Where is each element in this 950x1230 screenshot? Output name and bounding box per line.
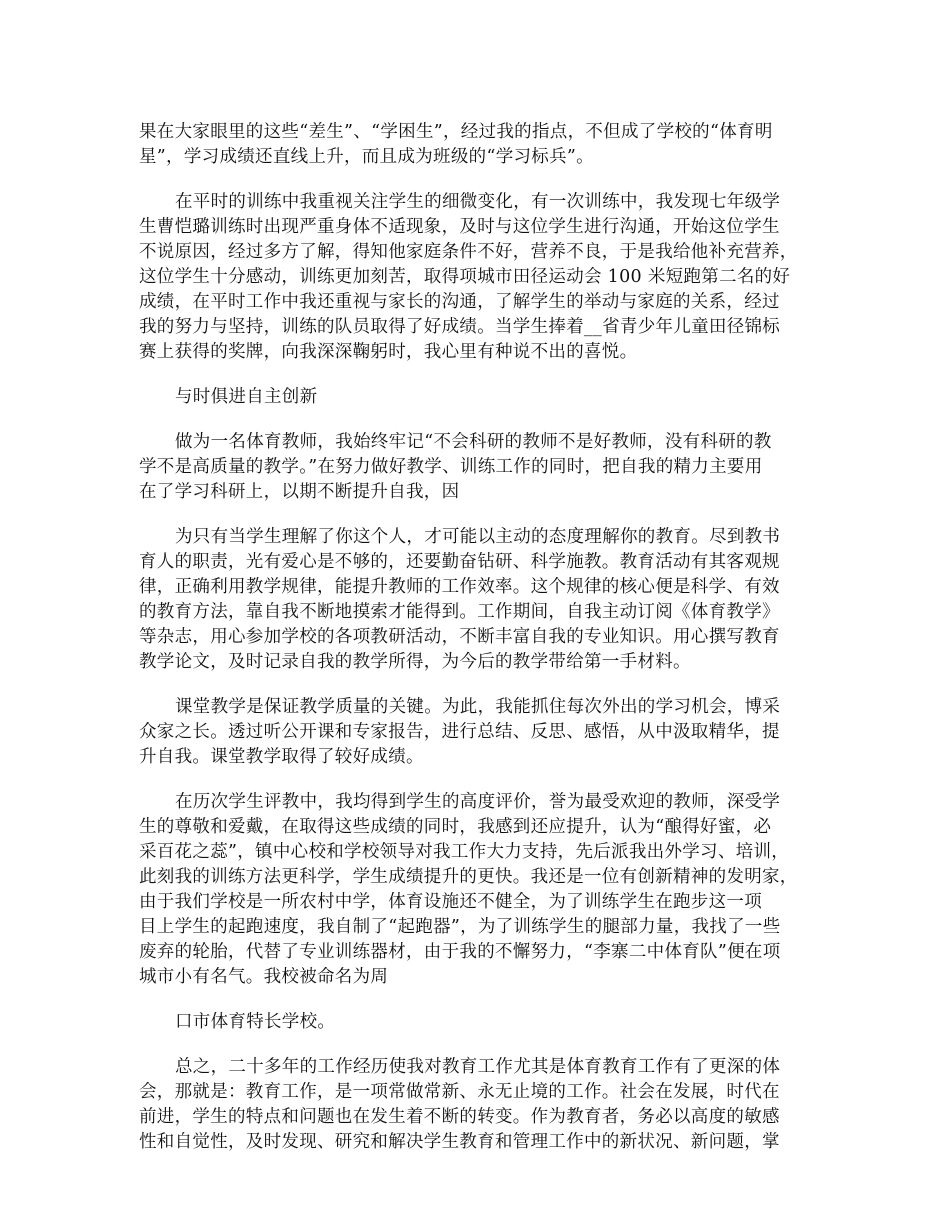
- text-line: 赛上获得的奖牌，向我深深鞠躬时，我心里有种说不出的喜悦。: [139, 342, 638, 362]
- paragraph-8: [139, 1010, 821, 1035]
- paragraph-1: [139, 120, 821, 170]
- section-heading: [139, 385, 821, 410]
- document-body: [139, 120, 821, 1175]
- text-line: 做为一名体育教师，我始终牢记“不会科研的教师不是好教师，没有科研的教: [175, 432, 772, 452]
- text-line: 在平时的训练中我重视关注学生的细微变化，有一次训练中，我发现七年级学: [175, 192, 781, 212]
- text-line: 众家之长。透过听公开课和专家报告，进行总结、反思、感悟，从中汲取精华，提: [139, 722, 780, 742]
- text-line: 废弃的轮胎，代替了专业训练器材，由于我的不懈努力，“李寨二中体育队”便在项: [139, 942, 781, 962]
- text-line: 学不是高质量的教学。”在努力做好教学、训练工作的同时，把自我的精力主要用: [139, 457, 763, 477]
- paragraph-4: [139, 430, 821, 505]
- text-line: 的教育方法，靠自我不断地摸索才能得到。工作期间，自我主动订阅《体育教学》: [139, 602, 780, 622]
- text-line: 果在大家眼里的这些“差生”、“学困生”，经过我的指点，不但成了学校的“体育明: [139, 122, 773, 142]
- text-line: 星”，学习成绩还直线上升，而且成为班级的“学习标兵”。: [139, 147, 594, 167]
- text-line: 为只有当学生理解了你这个人，才可能以主动的态度理解你的教育。尽到教书: [175, 527, 781, 547]
- text-line: 升自我。课堂教学取得了较好成绩。: [139, 747, 424, 767]
- paragraph-9: [139, 1055, 821, 1155]
- text-line: 在了学习科研上，以期不断提升自我，因: [139, 482, 460, 502]
- text-line: 口市体育特长学校。: [175, 1012, 336, 1032]
- text-line: 这位学生十分感动，训练更加刻苦，取得项城市田径运动会 100 米短跑第二名的好: [139, 267, 791, 287]
- text-line: 前进，学生的特点和问题也在发生着不断的转变。作为教育者，务必以高度的敏感: [139, 1107, 780, 1127]
- paragraph-5: [139, 525, 821, 675]
- text-line: 课堂教学是保证教学质量的关键。为此，我能抓住每次外出的学习机会，博采: [175, 697, 781, 717]
- paragraph-2: [139, 190, 821, 365]
- text-line: 不说原因，经过多方了解，得知他家庭条件不好，营养不良，于是我给他补充营养，: [139, 242, 798, 262]
- text-line: 育人的职责，光有爱心是不够的，还要勤奋钻研、科学施教。教育活动有其客观规: [139, 552, 780, 572]
- text-line: 教学论文，及时记录自我的教学所得，为今后的教学带给第一手材料。: [139, 652, 691, 672]
- text-line: 由于我们学校是一所农村中学，体育设施还不健全，为了训练学生在跑步这一项: [139, 892, 762, 912]
- text-line: 我的努力与坚持，训练的队员取得了好成绩。当学生捧着__省青少年儿童田径锦标: [139, 317, 781, 337]
- text-line: 成绩，在平时工作中我还重视与家长的沟通，了解学生的举动与家庭的关系，经过: [139, 292, 780, 312]
- text-line: 生曹恺璐训练时出现严重身体不适现象，及时与这位学生进行沟通，开始这位学生: [139, 217, 780, 237]
- text-line: 等杂志，用心参加学校的各项教研活动，不断丰富自我的专业知识。用心撰写教育: [139, 627, 780, 647]
- text-line: 总之，二十多年的工作经历使我对教育工作尤其是体育教育工作有了更深的体: [175, 1057, 781, 1077]
- text-line: 采百花之蕊”，镇中心校和学校领导对我工作大力支持，先后派我出外学习、培训，: [139, 842, 790, 862]
- paragraph-7: [139, 790, 821, 990]
- text-line: 目上学生的起跑速度，我自制了“起跑器”，为了训练学生的腿部力量，我找了一些: [139, 917, 781, 937]
- text-line: 会，那就是：教育工作，是一项常做常新、永无止境的工作。社会在发展，时代在: [139, 1082, 780, 1102]
- text-line: 性和自觉性，及时发现、研究和解决学生教育和管理工作中的新状况、新问题，掌: [139, 1132, 780, 1152]
- text-line: 城市小有名气。我校被命名为周: [139, 967, 389, 987]
- text-line: 与时俱进自主创新: [175, 387, 318, 407]
- text-line: 律，正确利用教学规律，能提升教师的工作效率。这个规律的核心便是科学、有效: [139, 577, 780, 597]
- text-line: 此刻我的训练方法更科学，学生成绩提升的更快。我还是一位有创新精神的发明家，: [139, 867, 798, 887]
- text-line: 生的尊敬和爱戴，在取得这些成绩的同时，我感到还应提升，认为“酿得好蜜，必: [139, 817, 772, 837]
- text-line: 在历次学生评教中，我均得到学生的高度评价，誉为最受欢迎的教师，深受学: [175, 792, 781, 812]
- paragraph-6: [139, 695, 821, 770]
